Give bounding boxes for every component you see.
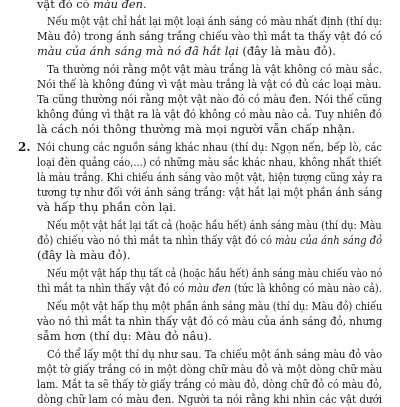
section-number: 2. xyxy=(18,140,31,154)
text-line: sẫm hơn (thí dụ: Màu đỏ nâu). xyxy=(37,329,212,343)
text-line: là cách nói thông thường mà mọi người vẫn chấp nhận. xyxy=(37,122,356,136)
text-line: là màu trắng. Khi chiếu ánh sáng vào một vật, hiện tượng cũng xảy ra xyxy=(37,170,383,184)
text-line: không đúng vì thật ra là vật đó không có màu nào cả. Tuy nhiên đó xyxy=(37,107,382,121)
text-line: Nói thế là không đúng vì vật màu trắng là vật có đủ các loại màu. xyxy=(37,77,382,91)
text-line: Nếu một vật hấp thụ tất cả (hoặc hầu hết) ánh sáng màu chiếu vào nó xyxy=(47,266,383,280)
text-line: vào nó thì mắt ta nhìn thấy vật đó có màu của ánh sáng đỏ, nhưng xyxy=(37,314,383,328)
text-line: tương tự như đối với ánh sáng trắng: vật hắt lại một phần ánh sáng xyxy=(37,185,383,199)
text-line: vật đó có màu đen. xyxy=(37,0,147,11)
text-line: Ta thường nói rằng một vật màu trắng là vật không có màu sắc. xyxy=(47,62,383,76)
text-line: Màu đỏ) trong ánh sáng trắng chiếu vào thì mắt ta thấy vật đó có xyxy=(37,29,383,43)
text-line: Có thể lấy một thí dụ như sau. Ta chiếu một ánh sáng màu đỏ vào xyxy=(47,347,383,361)
text-line: (đây là màu đỏ). xyxy=(37,248,131,262)
text-line: Nếu một vật hấp thụ một phần ánh sáng màu (thí dụ: Màu đỏ) chiếu xyxy=(47,299,383,313)
text-line: Nếu một vật chỉ hắt lại một loại ánh sáng có màu nhất định (thí dụ: xyxy=(47,14,383,28)
text-line: và hấp thụ phần còn lại. xyxy=(37,200,177,214)
text-line: đỏ) chiếu vào nó thì mắt ta nhìn thấy vật đó có màu của ánh sáng đỏ xyxy=(37,233,383,247)
text-line: Nói chung các nguồn sáng khác nhau (thí dụ: Ngọn nến, bếp lò, các xyxy=(37,140,383,154)
text-line: thì mắt ta nhìn thấy vật đó có màu đen (tức là không có màu nào cả). xyxy=(37,281,382,295)
text-line: một tờ giấy trắng có in một dòng chữ màu đỏ và một dòng chữ màu xyxy=(37,362,383,376)
text-line: lam. Mắt ta sẽ thấy tờ giấy trắng có màu đỏ, dòng chữ đỏ có màu đỏ, xyxy=(37,377,383,391)
text-line: dòng chữ lam có màu đen. Người ta nói rằng khi nhìn các vật dưới xyxy=(37,392,383,406)
text-line: Nếu một vật hắt lại tất cả (hoặc hầu hết) ánh sáng màu (thí dụ: Màu xyxy=(47,218,382,232)
text-line: loại đèn quảng cáo,...) có những màu sắc khác nhau, không nhất thiết xyxy=(37,155,382,169)
text-line: Ta cũng thường nói rằng một vật nào đó có màu đen. Nói thế cũng xyxy=(37,92,383,106)
text-line: màu của ánh sáng mà nó đã hắt lại (đây là màu đỏ). xyxy=(37,44,336,58)
